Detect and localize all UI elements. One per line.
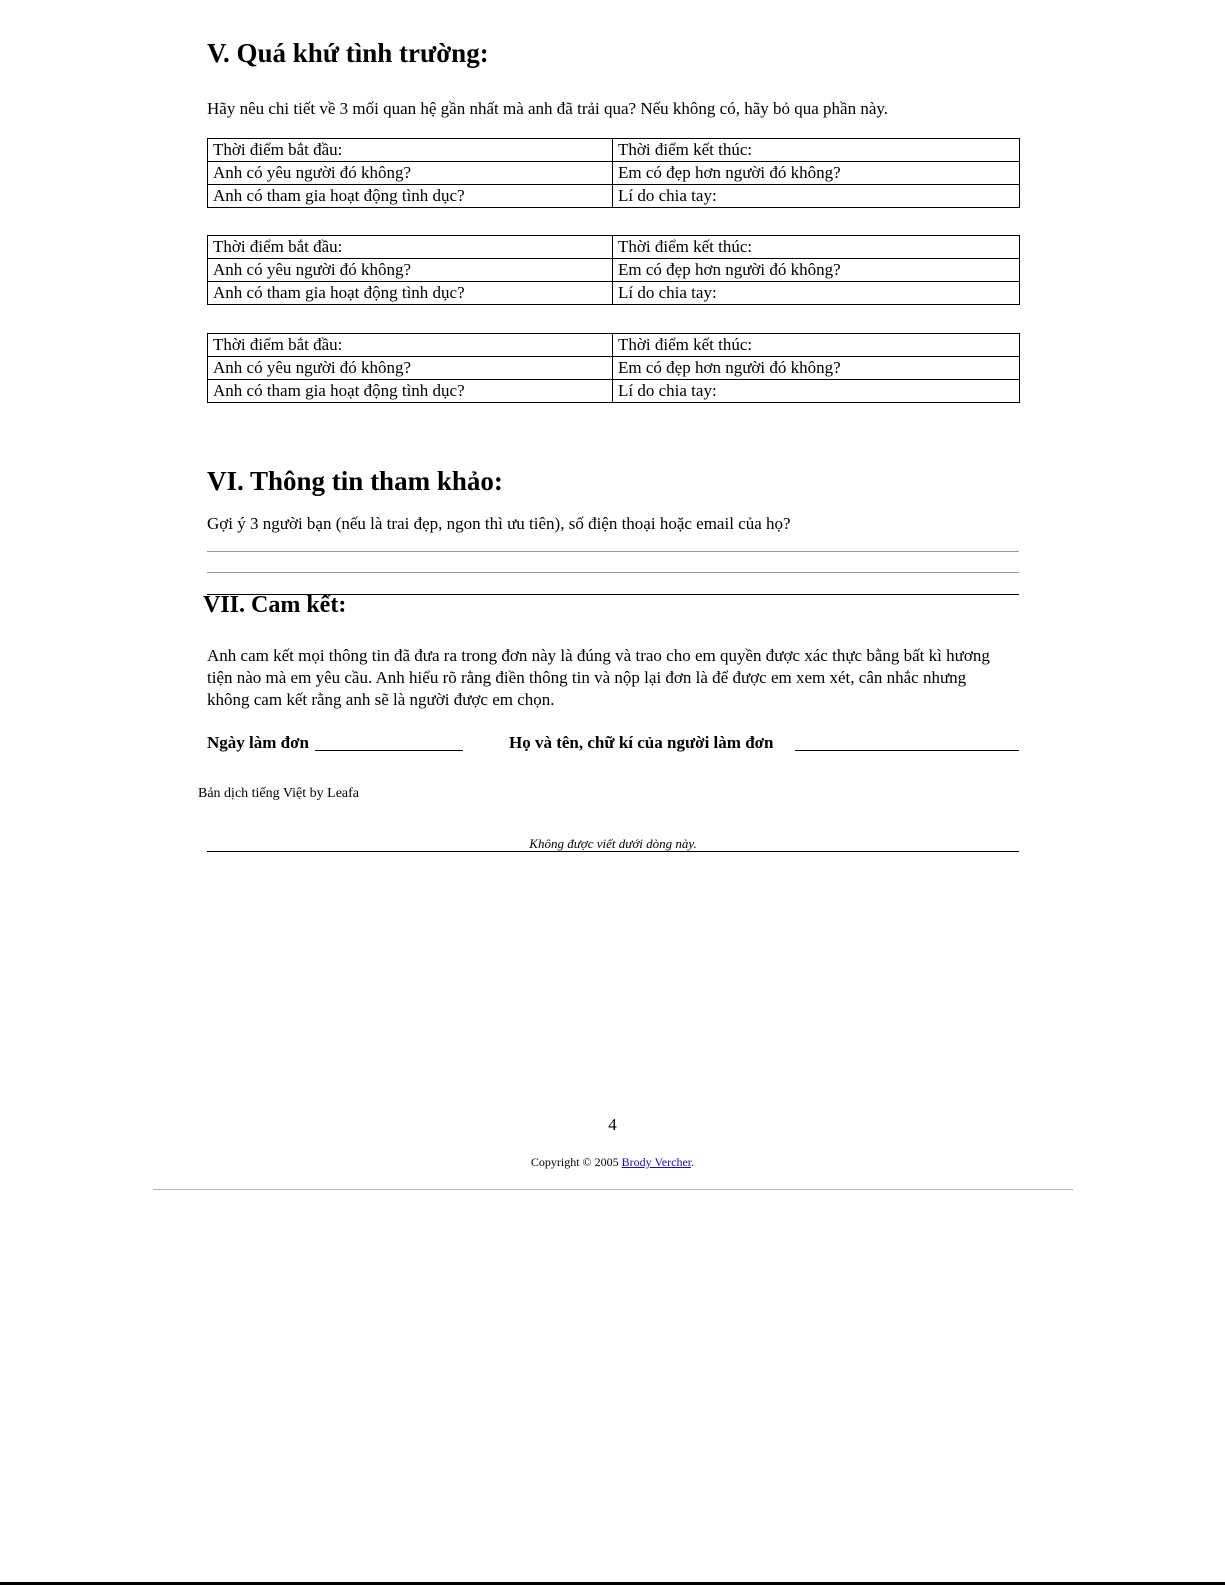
table-row <box>208 162 1020 185</box>
end-time-cell[interactable]: Thời điểm kết thúc: <box>613 236 1020 259</box>
commitment-line-3: không cam kết rằng anh sẽ là người được em chọn. <box>207 690 555 709</box>
commitment-line-1: Anh cam kết mọi thông tin đã đưa ra trong đơn này là đúng và trao cho em quyền được xác thực bằng bất kì hương <box>207 646 990 665</box>
prettier-question-cell[interactable]: Em có đẹp hơn người đó không? <box>613 357 1020 380</box>
reference-line-2[interactable] <box>207 572 1019 573</box>
start-time-cell[interactable]: Thời điểm bắt đầu: <box>208 236 613 259</box>
section-7-title: VII. Cam kết: <box>203 592 347 618</box>
section-6-prompt: Gợi ý 3 người bạn (nếu là trai đẹp, ngon thì ưu tiên), số điện thoại hoặc email của họ? <box>207 514 791 533</box>
relationship-table-1 <box>207 138 1020 208</box>
no-write-line <box>207 851 1019 852</box>
prettier-question-cell[interactable]: Em có đẹp hơn người đó không? <box>613 259 1020 282</box>
reference-line-1[interactable] <box>207 551 1019 552</box>
intimacy-question-cell[interactable]: Anh có tham gia hoạt động tình dục? <box>208 282 613 305</box>
translation-credit: Bản dịch tiếng Việt by Leafa <box>198 786 360 801</box>
end-time-cell[interactable]: Thời điểm kết thúc: <box>613 139 1020 162</box>
copyright-author-link[interactable]: Brody Vercher <box>621 1155 692 1169</box>
copyright <box>0 1155 1225 1170</box>
date-field[interactable] <box>315 750 463 751</box>
date-label: Ngày làm đơn <box>207 733 309 752</box>
breakup-reason-cell[interactable]: Lí do chia tay: <box>613 380 1020 403</box>
commitment-line-2: tiện nào mà em yêu cầu. Anh hiểu rõ rằng điền thông tin và nộp lại đơn là để được em xem xét, cân nhắc nhưng <box>207 668 967 687</box>
relationship-table-2 <box>207 235 1020 305</box>
love-question-cell[interactable]: Anh có yêu người đó không? <box>208 357 613 380</box>
copyright-suffix: . <box>691 1155 695 1169</box>
table-row <box>208 357 1020 380</box>
breakup-reason-cell[interactable]: Lí do chia tay: <box>613 185 1020 208</box>
start-time-cell[interactable]: Thời điểm bắt đầu: <box>208 139 613 162</box>
section-5-title: V. Quá khứ tình trường: <box>207 38 489 68</box>
copyright-prefix: Copyright © 2005 <box>530 1155 619 1169</box>
table-row <box>208 236 1020 259</box>
start-time-cell[interactable]: Thời điểm bắt đầu: <box>208 334 613 357</box>
page-number: 4 <box>608 1115 617 1134</box>
table-row <box>208 334 1020 357</box>
section-5-intro: Hãy nêu chi tiết về 3 mối quan hệ gần nhất mà anh đã trải qua? Nếu không có, hãy bỏ qua phần này. <box>207 99 889 118</box>
relationship-table-3 <box>207 333 1020 403</box>
table-row <box>208 380 1020 403</box>
prettier-question-cell[interactable]: Em có đẹp hơn người đó không? <box>613 162 1020 185</box>
name-signature-field[interactable] <box>795 750 1019 751</box>
commitment-text <box>207 645 990 711</box>
breakup-reason-cell[interactable]: Lí do chia tay: <box>613 282 1020 305</box>
table-row <box>208 185 1020 208</box>
intimacy-question-cell[interactable]: Anh có tham gia hoạt động tình dục? <box>208 185 613 208</box>
table-row <box>208 282 1020 305</box>
table-row <box>208 259 1020 282</box>
name-signature-label: Họ và tên, chữ kí của người làm đơn <box>509 733 774 752</box>
no-write-notice: Không được viết dưới dòng này. <box>529 836 697 851</box>
intimacy-question-cell[interactable]: Anh có tham gia hoạt động tình dục? <box>208 380 613 403</box>
love-question-cell[interactable]: Anh có yêu người đó không? <box>208 162 613 185</box>
table-row <box>208 139 1020 162</box>
page-divider <box>153 1189 1073 1190</box>
section-6-title: VI. Thông tin tham khảo: <box>207 466 503 496</box>
end-time-cell[interactable]: Thời điểm kết thúc: <box>613 334 1020 357</box>
love-question-cell[interactable]: Anh có yêu người đó không? <box>208 259 613 282</box>
